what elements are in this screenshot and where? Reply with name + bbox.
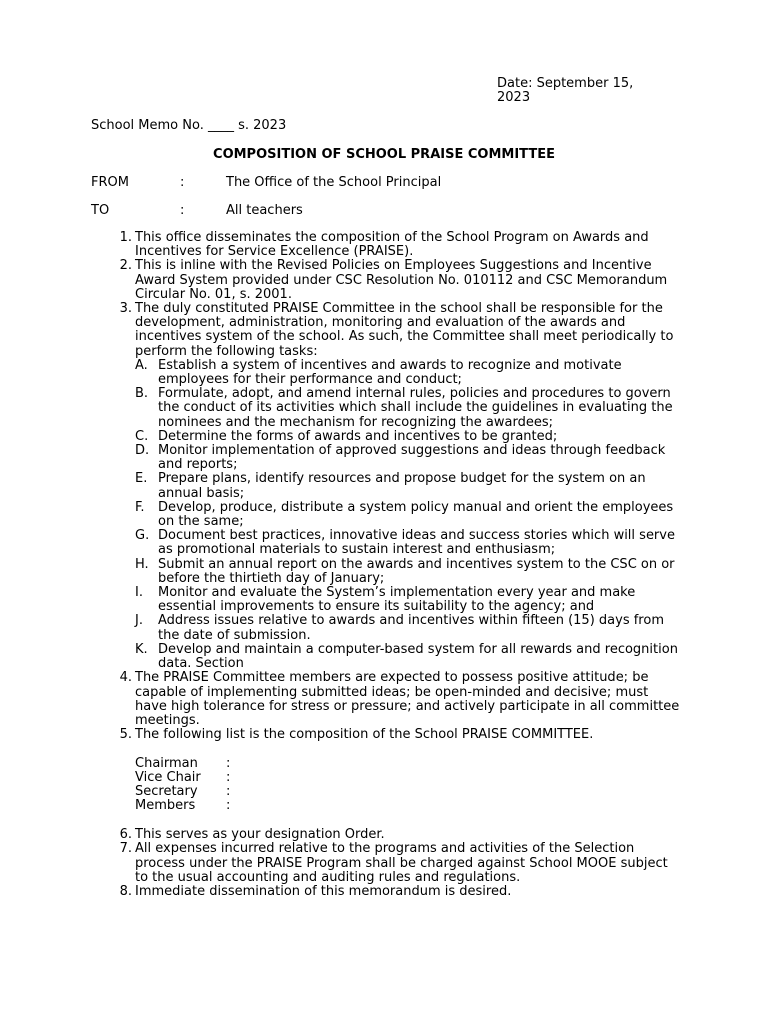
item-number: 6. [119,827,132,843]
role-colon: : [226,798,231,814]
task-item [135,641,680,672]
task-letter: B. [135,386,149,402]
role-colon: : [226,770,231,786]
item-text: All expenses incurred relative to the programs and activities of the Selection process under the PRAISE Program shall be charged against School MOOE subject to the usual accounting and auditing rules and regulations. [135,841,668,885]
task-item [135,499,680,530]
role-label: Chairman [135,755,198,771]
composition-row [135,785,680,799]
task-text: Address issues relative to awards and incentives within fifteen (15) days from the date of submission. [158,613,664,643]
role-label: Secretary [135,784,198,800]
task-letter: A. [135,357,148,373]
task-letter: K. [135,641,148,657]
role-label: Members [135,798,196,814]
task-text: Develop and maintain a computer-based system for all rewards and recognition data. Section [158,641,678,672]
item-text: The following list is the composition of the School PRAISE COMMITTEE. [135,727,594,743]
list-item [119,670,680,728]
item-text: The duly constituted PRAISE Committee in the school shall be responsible for the development, administration, monitoring and evaluation of the awards and incentives system of the school. As such, the Committee shall meet periodically to perform the following tasks: [135,301,674,359]
task-letter: I. [135,585,143,601]
task-item [135,613,680,643]
composition-row [135,757,680,771]
task-text: Establish a system of incentives and awards to recognize and motivate employees for their performance and conduct; [158,357,622,388]
task-text: Monitor implementation of approved suggestions and ideas through feedback and reports; [158,443,666,473]
item-number: 2. [119,258,132,274]
from-label: FROM [91,175,129,190]
list-item [119,301,680,359]
list-item [119,258,680,302]
committee-composition [135,757,680,814]
to-value: All teachers [226,203,303,218]
task-item [135,528,680,558]
item-number: 5. [119,727,132,743]
task-letter: G. [135,528,150,544]
composition-row [135,799,680,813]
task-letter: D. [135,443,150,459]
task-item [135,585,680,615]
task-text: Determine the forms of awards and incentives to be granted; [158,428,558,444]
task-letter: E. [135,471,148,487]
task-text: Submit an annual report on the awards and incentives system to the CSC on or before the thirtieth day of January; [158,556,675,586]
task-letter: H. [135,556,149,572]
task-item [135,386,680,430]
role-colon: : [226,755,231,771]
task-text: Document best practices, innovative ideas and success stories which will serve as promotional materials to sustain interest and enthusiasm; [158,528,675,558]
task-item [135,471,680,501]
task-letter: F. [135,499,145,515]
from-colon: : [180,175,185,190]
item-number: 7. [119,841,132,857]
item-text: This serves as your designation Order. [135,827,385,843]
item-number: 3. [119,301,132,317]
task-item [135,428,680,444]
task-letter: J. [135,613,143,629]
item-number: 1. [119,230,132,245]
to-label: TO [91,203,110,218]
task-text: Monitor and evaluate the System’s implementation every year and make essential improvements to ensure its suitability to the agency; and [158,585,636,615]
from-value: The Office of the School Principal [226,175,442,190]
task-text: Formulate, adopt, and amend internal rules, policies and procedures to govern the conduct of its activities which shall include the guidelines in evaluating the nominees and the mechanism for recognizing the awardees; [158,386,673,430]
task-text: Develop, produce, distribute a system policy manual and orient the employees on the same; [158,499,674,530]
page-title: COMPOSITION OF SCHOOL PRAISE COMMITTEE [213,147,555,162]
to-colon: : [180,203,185,218]
task-item [135,357,680,388]
item-text: This office disseminates the composition of the School Program on Awards and Incentives for Service Excellence (PRAISE). [135,230,649,260]
role-label: Vice Chair [135,770,201,786]
list-item [119,827,680,843]
item-text: This is inline with the Revised Policies on Employees Suggestions and Incentive Award System provided under CSC Resolution No. 010112 and CSC Memorandum Circular No. 01, s. 2001. [135,258,668,302]
item-number: 8. [119,884,132,900]
role-colon: : [226,784,231,800]
task-item [135,443,680,473]
list-item [119,841,680,885]
task-letter: C. [135,428,149,444]
task-text: Prepare plans, identify resources and propose budget for the system on an annual basis; [158,471,646,501]
date-line: Date: September 15, 2023 [497,76,634,106]
item-text: Immediate dissemination of this memorandum is desired. [135,884,512,900]
composition-row [135,771,680,785]
item-text: The PRAISE Committee members are expected to possess positive attitude; be capable of implementing submitted ideas; be open-minded and decisive; must have high tolerance for stress or pressure; and actively participate in all committee meetings. [135,670,680,728]
list-item [119,727,680,743]
task-item [135,556,680,586]
list-item [119,884,680,900]
list-item [119,230,680,260]
item-number: 4. [119,670,132,686]
memo-number: School Memo No. ____ s. 2023 [91,118,287,133]
memo-list [119,230,680,900]
